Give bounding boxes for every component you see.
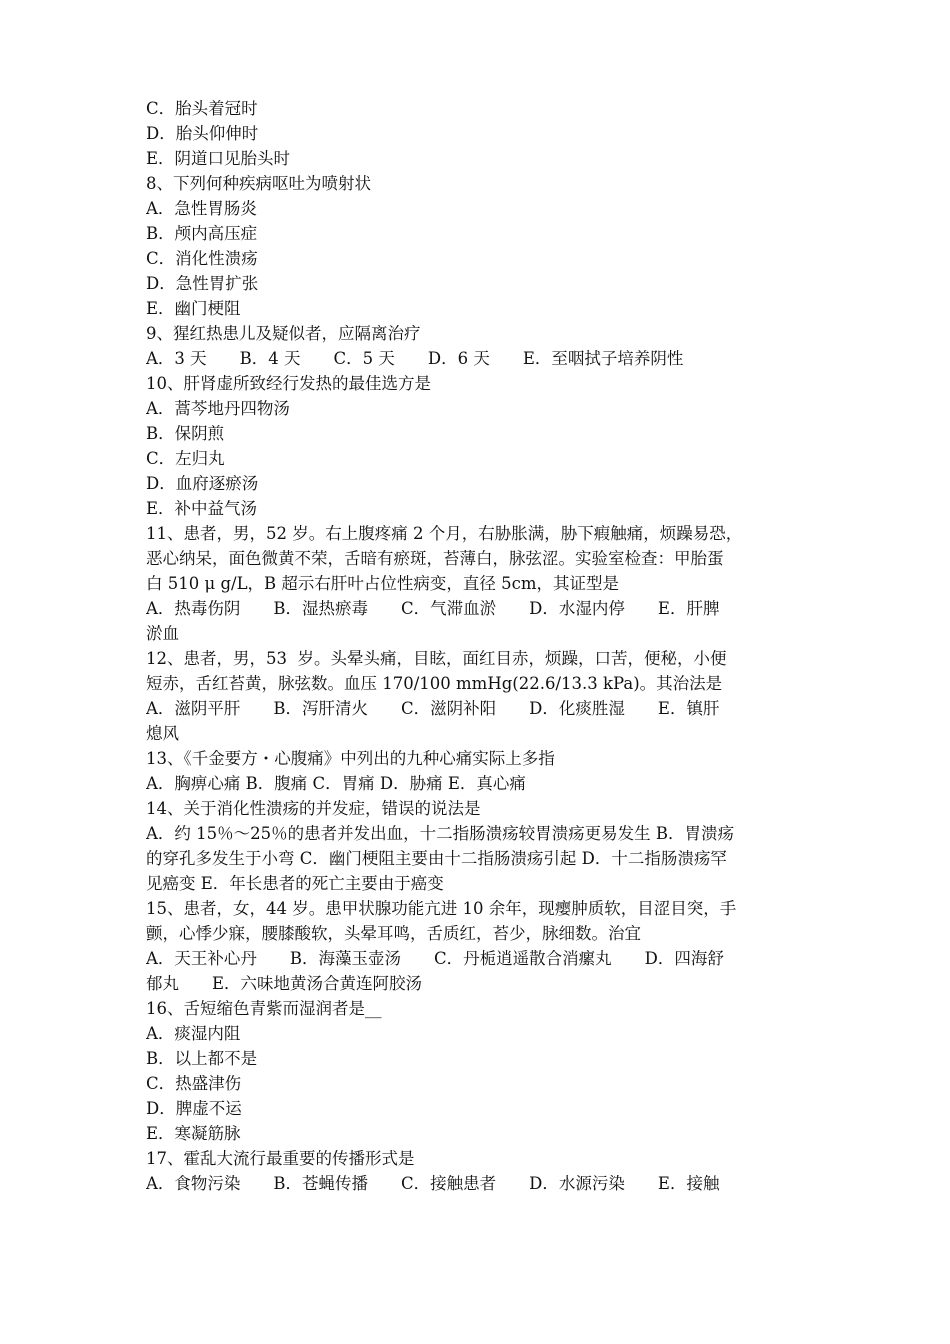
text-line: A．3 天 B．4 天 C．5 天 D．6 天 E．至咽拭子培养阴性 (146, 349, 684, 368)
text-line: A．痰湿内阻 (146, 1024, 241, 1043)
question-11: 11、患者，男，52 岁。右上腹疼痛 2 个月，右胁胀满，胁下瘕触痛，烦躁易恐， (146, 524, 743, 543)
text-line: A．食物污染 B．苍蝇传播 C．接触患者 D．水源污染 E．接触 (146, 1174, 720, 1193)
question-14: 14、关于消化性溃疡的并发症，错误的说法是 (146, 799, 481, 818)
text-line: A．约 15％～25％的患者并发出血，十二指肠溃疡较胃溃疡更易发生 B．胃溃疡 (146, 824, 735, 843)
text-line: C．胎头着冠时 (146, 99, 258, 118)
document-page (146, 96, 808, 1196)
text-line: E．阴道口见胎头时 (146, 149, 291, 168)
text-line: 熄风 (146, 724, 179, 743)
question-10: 10、肝肾虚所致经行发热的最佳选方是 (146, 374, 431, 393)
text-line: B．以上都不是 (146, 1049, 258, 1068)
text-line: C．左归丸 (146, 449, 225, 468)
text-line: E．幽门梗阻 (146, 299, 241, 318)
text-line: E．寒凝筋脉 (146, 1124, 241, 1143)
question-9: 9、猩红热患儿及疑似者，应隔离治疗 (146, 324, 421, 343)
text-line: 恶心纳呆，面色微黄不荣，舌暗有瘀斑，苔薄白，脉弦涩。实验室检查：甲胎蛋 (146, 549, 724, 568)
text-line: D．胎头仰伸时 (146, 124, 259, 143)
text-line: C．热盛津伤 (146, 1074, 242, 1093)
text-line: E．补中益气汤 (146, 499, 258, 518)
text-line: D．急性胃扩张 (146, 274, 259, 293)
text-line: 见癌变 E．年长患者的死亡主要由于癌变 (146, 874, 444, 893)
text-line: 白 510 μ g/L，B 超示右肝叶占位性病变，直径 5cm，其证型是 (146, 574, 620, 593)
text-line: 淤血 (146, 624, 179, 643)
text-line: A．滋阴平肝 B．泻肝清火 C．滋阴补阳 D．化痰胜湿 E．镇肝 (146, 699, 720, 718)
text-line: 颤，心悸少寐，腰膝酸软，头晕耳鸣，舌质红，苔少，脉细数。治宜 (146, 924, 641, 943)
text-line: A．蒿芩地丹四物汤 (146, 399, 290, 418)
question-16: 16、舌短缩色青紫而湿润者是__ (146, 999, 382, 1018)
text-line: A．胸痹心痛 B．腹痛 C．胃痛 D．胁痛 E．真心痛 (146, 774, 526, 793)
text-line: 郁丸 E．六味地黄汤合黄连阿胶汤 (146, 974, 423, 993)
text-line: D．血府逐瘀汤 (146, 474, 259, 493)
text-line: A．天王补心丹 B．海藻玉壶汤 C．丹栀逍遥散合消瘰丸 D．四海舒 (146, 949, 724, 968)
question-17: 17、霍乱大流行最重要的传播形式是 (146, 1149, 415, 1168)
text-line: A．热毒伤阴 B．湿热瘀毒 C．气滞血淤 D．水湿内停 E．肝脾 (146, 599, 720, 618)
text-line: 短赤，舌红苔黄，脉弦数。血压 170/100 mmHg(22.6/13.3 kPa)。其治法是 (146, 674, 723, 693)
question-13: 13、《千金要方・心腹痛》中列出的九种心痛实际上多指 (146, 749, 555, 768)
text-line: B．保阴煎 (146, 424, 225, 443)
question-8: 8、下列何种疾病呕吐为喷射状 (146, 174, 371, 193)
question-15: 15、患者，女，44 岁。患甲状腺功能亢进 10 余年，现瘿肿质软，目涩目突，手 (146, 899, 737, 918)
text-line: 的穿孔多发生于小弯 C．幽门梗阻主要由十二指肠溃疡引起 D．十二指肠溃疡罕 (146, 849, 727, 868)
text-line: A．急性胃肠炎 (146, 199, 257, 218)
question-12: 12、患者，男，53 岁。头晕头痛，目眩，面红目赤，烦躁，口苦，便秘，小便 (146, 649, 727, 668)
text-line: D．脾虚不运 (146, 1099, 242, 1118)
text-line: C．消化性溃疡 (146, 249, 258, 268)
text-line: B．颅内高压症 (146, 224, 258, 243)
